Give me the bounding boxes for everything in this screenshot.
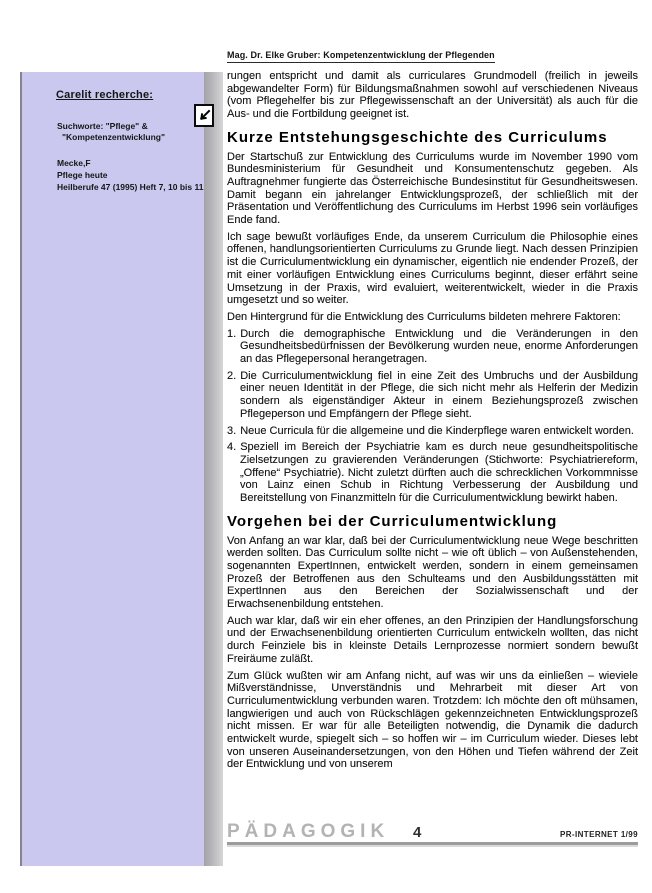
factor-item xyxy=(227,328,638,366)
search-keywords-line1: Suchworte: "Pflege" & xyxy=(57,121,148,131)
factor-text: Durch die demographische Entwicklung und die Veränderungen in den Gesundheitsbedürfnissen der Bevölkerung wurden neue, enorme Anforderungen an das Pflegepersonal herangetragen. xyxy=(240,327,638,366)
citation-author: Mecke,F xyxy=(57,158,91,168)
footer-page-number: 4 xyxy=(413,824,422,841)
citation-block xyxy=(57,157,202,193)
factor-item xyxy=(227,370,638,421)
citation-reference: Heilberufe 47 (1995) Heft 7, 10 bis 11 xyxy=(57,182,204,192)
paragraph: Zum Glück wußten wir am Anfang nicht, auf was wir uns da einließen – wieviele Mißverständnisse, Unverständnis und Mehrarbeit mit dieser Art von Curriculumentwicklung verbunden waren. Trotzdem: Ich möchte den oft mühsamen, langwierigen und auch von Rückschlägen gekennzeichneten Entwicklungsprozeß nicht missen. Er war für alle Beteiligten notwendig, die Dynamik die dadurch entwickelt wurde, spiegelt sich – so hoffen wir – im Curriculum wieder. Dieses lebt von unseren Auseinandersetzungen, von den Höhen und Tiefen während der Zeit der Entwicklung und von unserem xyxy=(227,669,638,771)
factor-item xyxy=(227,441,638,505)
running-header-text: Mag. Dr. Elke Gruber: Kompetenzentwicklung der Pflegenden xyxy=(227,50,495,63)
factor-number: 4. xyxy=(227,441,237,454)
article-body xyxy=(227,70,638,775)
factor-text: Neue Curricula für die allgemeine und die Kinderpflege waren entwickelt worden. xyxy=(240,424,634,437)
section-heading-entstehungsgeschichte: Kurze Entstehungsgeschichte des Curriculums xyxy=(227,128,608,146)
factor-text: Die Curriculumentwicklung fiel in eine Zeit des Umbruchs und der Ausbildung einer neuen Identität in der Pflege, die sich nicht mehr als Helferin der Medizin sondern als eigenständiger Akteur in einem Beziehungsprozeß zwischen Pflegeperson und Empfängern der Pflege sieht. xyxy=(240,369,638,420)
intro-paragraph: rungen entspricht und damit als curriculares Grundmodell (freilich in jeweils abgewandelter Form) für Bildungsmaßnahmen sowohl auf verschiedenen Niveaus (vom Pflegehelfer bis zur Pflegewissenschaft an der Universität) als auch für die Aus- und die Fortbildung geeignet ist. xyxy=(227,70,638,121)
running-header xyxy=(227,50,495,60)
carelit-sidebar xyxy=(24,72,202,193)
paragraph: Den Hintergrund für die Entwicklung des Curriculums bildeten mehrere Faktoren: xyxy=(227,310,621,323)
footer-journal-label: PR-INTERNET 1/99 xyxy=(560,830,638,839)
paragraph: Auch war klar, daß wir ein eher offenes, an den Prinzipien der Handlungsforschung und der Erwachsenenbildung orientierten Curriculum entwickeln wollten, das nicht durch Feinziele bis in kleinste Details Lernprozesse normiert sondern bewußt Freiräume zuläßt. xyxy=(227,614,638,665)
factor-text: Speziell im Bereich der Psychiatrie kam es durch neue gesundheitspolitische Zielsetzungen zu gravierenden Veränderungen (Stichworte: Psychiatriereform, „Offene“ Psychiatrie). Nicht zuletzt dürften auch die schrecklichen Vorkommnisse von Lainz einen Schub in Richtung Verbesserung der Ausbildung und Bereitstellung von Finanzmitteln für die Curriculumentwicklung bewirkt haben. xyxy=(240,441,638,505)
footer-row xyxy=(227,821,638,840)
factor-item xyxy=(227,425,638,438)
factor-number: 1. xyxy=(227,327,237,340)
carelit-box-title: Carelit recherche: xyxy=(56,89,154,101)
paragraph: Der Startschuß zur Entwicklung des Curriculums wurde im November 1990 vom Bundesministerium für Gesundheit und Konsumentenschutz gegeben. Als Auftragnehmer fungierte das Österreichische Bundesinstitut für Gesundheitswesen. Damit begann ein jahrelanger Entwicklungsprozeß, der schließlich mit der Präsentation und Veröffentlichung des Curriculums im Herbst 1996 sein vorläufiges Ende fand. xyxy=(227,150,638,227)
factor-number: 2. xyxy=(227,369,237,382)
factor-number: 3. xyxy=(227,424,237,437)
citation-title: Pflege heute xyxy=(57,170,108,180)
search-keywords xyxy=(57,121,202,142)
section-heading-vorgehen: Vorgehen bei der Curriculumentwicklung xyxy=(227,512,558,530)
paragraph: Ich sage bewußt vorläufiges Ende, da unserem Curriculum die Philosophie eines offenen, handlungsorientierten Curriculums zu Grunde liegt. Nach dessen Prinzipien ist die Curriculumentwicklung ein dynamischer, eigentlich nie endender Prozeß, der mit einer vorläufigen Entwicklung eines Curriculums beginnt, dieser erfährt seine Umsetzung in der Praxis, wird evaluiert, weiterentwickelt, wieder in die Praxis umgesetzt und so weiter. xyxy=(227,230,638,307)
search-keywords-line2: "Kompetenzentwicklung" xyxy=(62,131,165,142)
scan-gutter-shadow xyxy=(204,72,223,866)
paragraph: Von Anfang an war klar, daß bei der Curriculumentwicklung neue Wege beschritten werden sollten. Das Curriculum sollte nicht – wie oft üblich – von Außenstehenden, sogenannten ExpertInnen, entwickelt werden, sondern in einem gemeinsamen Prozeß der Betroffenen aus den Schulteams und den Ausbildungsstätten mit ExpertInnen aus den Bereichen der Sozialwissenschaft und der Erwachsenenbildung entstehen. xyxy=(227,534,638,611)
page-footer xyxy=(227,821,638,847)
factor-list xyxy=(227,328,638,505)
footer-section-label: PÄDAGOGIK xyxy=(227,821,390,842)
